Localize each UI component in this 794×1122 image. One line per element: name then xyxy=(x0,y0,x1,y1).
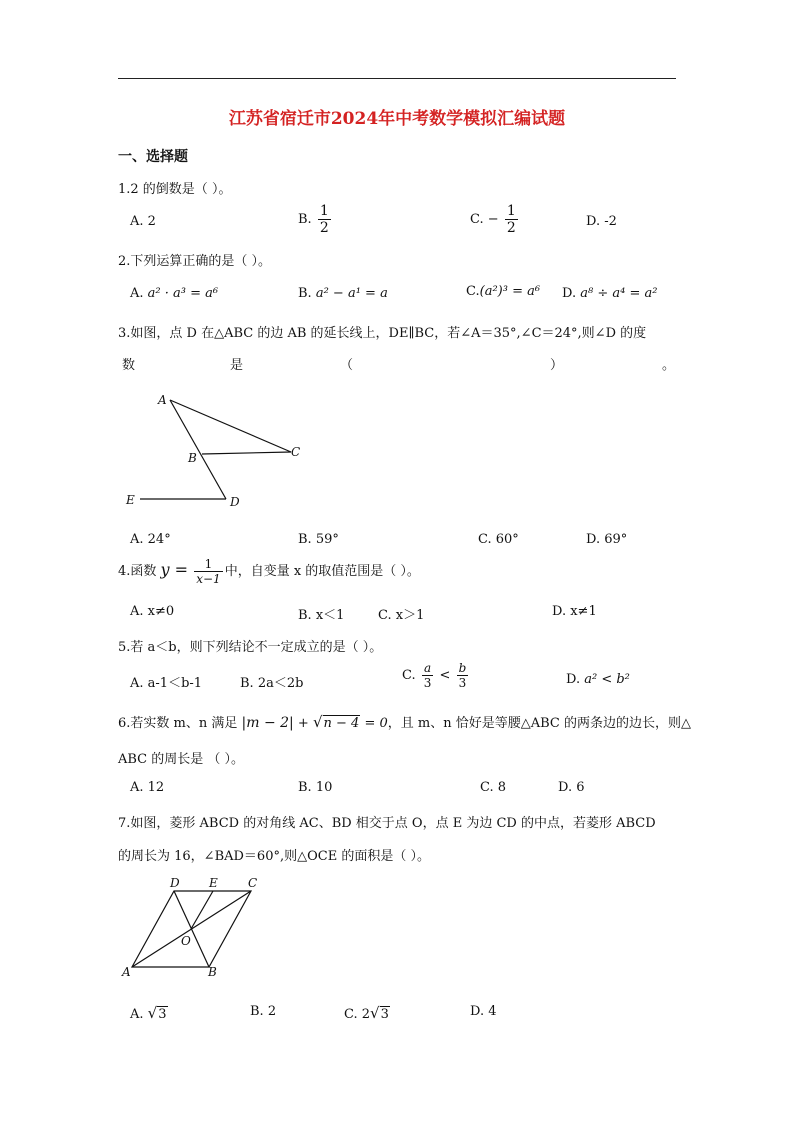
question-2-stem: 2.下列运算正确的是（ ）。 xyxy=(118,254,272,269)
header-rule xyxy=(118,78,676,79)
q7-figure xyxy=(118,872,278,982)
question-3-stem-word: 数 xyxy=(122,358,136,373)
question-3-stem-line1: 3.如图，点 D 在△ABC 的边 AB 的延长线上，DE∥BC，若∠A＝35°,∠C＝24°,则∠D 的度 xyxy=(118,326,647,341)
segment-ac xyxy=(170,400,291,452)
q3-figure xyxy=(118,388,318,518)
question-1-stem: 1.2 的倒数是（ ）。 xyxy=(118,182,232,197)
q5-option-d: D. a² < b² xyxy=(566,672,630,687)
q4-option-c: C. x＞1 xyxy=(378,608,425,623)
q3-option-a: A. 24° xyxy=(130,532,171,547)
question-5-stem: 5.若 a＜b，则下列结论不一定成立的是（ ）。 xyxy=(118,640,383,655)
q5-option-c: C. $\frac{a}{3}$ < $\frac{b}{3}$ xyxy=(402,661,467,690)
label-c: C xyxy=(248,876,258,890)
q1-option-d: D. -2 xyxy=(586,214,617,229)
question-6-stem: 6.若实数 m、n 满足 |m − 2| + √n − 4 = 0，且 m、n 恰好是等腰△ABC 的两条边的边长，则△ xyxy=(118,713,691,731)
question-6-stem-line2: ABC 的周长是 （ ）。 xyxy=(118,752,245,767)
question-7-stem-line1: 7.如图，菱形 ABCD 的对角线 AC、BD 相交于点 O，点 E 为边 CD 的中点，若菱形 ABCD xyxy=(118,816,656,831)
q4-option-d: D. x≠1 xyxy=(552,604,597,619)
question-3-stem-word: ） xyxy=(550,358,564,373)
label-e: E xyxy=(126,493,135,507)
q2-option-c: C.(a²)³ = a⁶ xyxy=(466,284,541,299)
page-title: 江苏省宿迁市2024年中考数学模拟汇编试题 xyxy=(228,109,566,129)
q4-option-b: B. x＜1 xyxy=(298,608,345,623)
label-o: O xyxy=(181,934,191,948)
question-3-stem-word: （ xyxy=(340,358,354,373)
question-7-stem-line2: 的周长为 16，∠BAD＝60°,则△OCE 的面积是（ ）。 xyxy=(118,849,430,864)
q6-option-b: B. 10 xyxy=(298,780,333,795)
q5-option-a: A. a-1＜b-1 xyxy=(130,676,203,691)
q1-option-a: A. 2 xyxy=(130,214,156,229)
q1-option-c: C. − $\frac{1}{2}$ xyxy=(470,203,516,236)
question-3-stem-word: 。 xyxy=(662,358,676,373)
label-b: B xyxy=(208,965,217,979)
label-a: A xyxy=(158,393,167,407)
q2-option-a: A. a² · a³ = a⁶ xyxy=(130,286,219,301)
q4-option-a: A. x≠0 xyxy=(130,604,175,619)
label-c: C xyxy=(291,445,301,459)
label-b: B xyxy=(188,451,197,465)
q3-option-d: D. 69° xyxy=(586,532,628,547)
label-d: D xyxy=(230,495,240,509)
q2-option-b: B. a² − a¹ = a xyxy=(298,286,388,301)
q7-option-a: A. √3 xyxy=(130,1004,167,1022)
segment-ad xyxy=(170,400,226,499)
segment-bc xyxy=(202,452,291,454)
q6-option-d: D. 6 xyxy=(558,780,585,795)
q2-option-d: D. a⁸ ÷ a⁴ = a² xyxy=(562,286,658,301)
label-e: E xyxy=(209,876,218,890)
label-a: A xyxy=(122,965,131,979)
label-d: D xyxy=(170,876,180,890)
q3-option-c: C. 60° xyxy=(478,532,519,547)
q1-option-b: B. $\frac{1}{2}$ xyxy=(298,203,329,236)
q7-option-b: B. 2 xyxy=(250,1004,277,1019)
question-3-stem-word: 是 xyxy=(230,358,244,373)
segment-oe xyxy=(191,891,213,929)
q6-option-a: A. 12 xyxy=(130,780,165,795)
q7-option-c: C. 2√3 xyxy=(344,1004,389,1022)
q5-option-b: B. 2a＜2b xyxy=(240,676,304,691)
q3-option-b: B. 59° xyxy=(298,532,339,547)
q6-option-c: C. 8 xyxy=(480,780,507,795)
q7-option-d: D. 4 xyxy=(470,1004,497,1019)
question-4-stem: 4.函数 y = $\frac{1}{x-1}$ 中，自变量 x 的取值范围是（ ）。 xyxy=(118,557,420,586)
section-heading: 一、选择题 xyxy=(118,149,188,165)
